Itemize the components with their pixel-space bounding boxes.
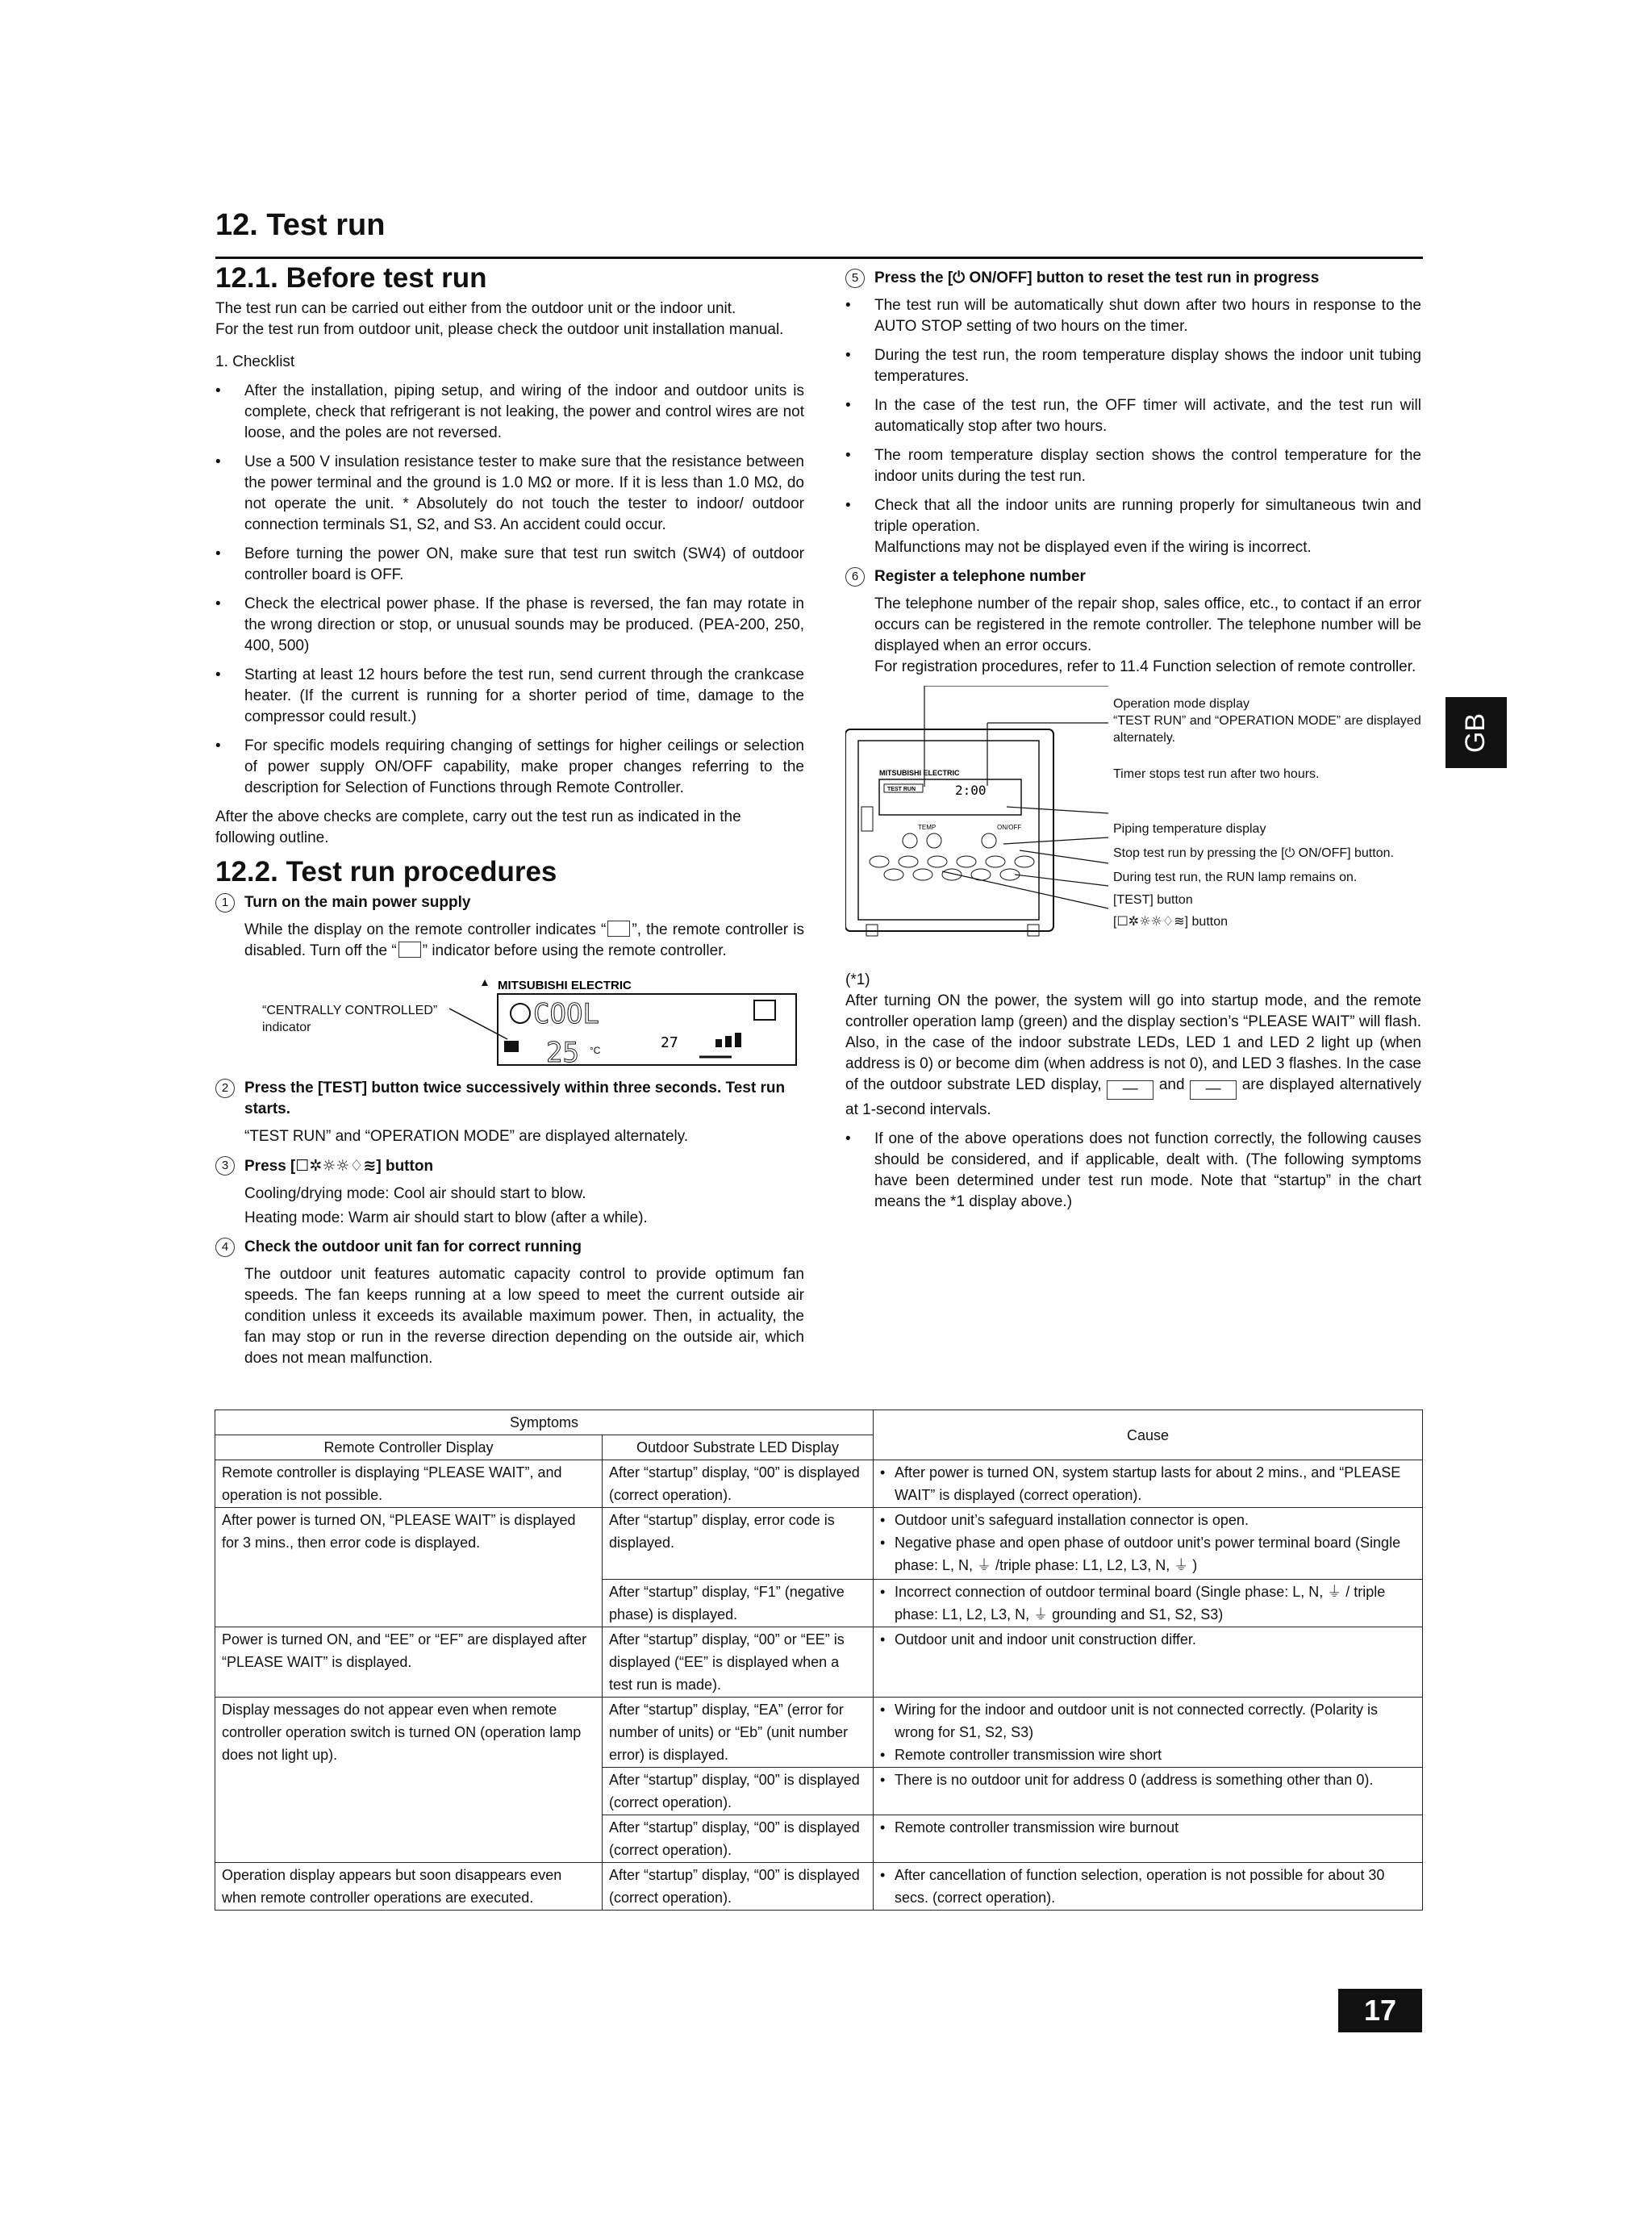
step-6-text: The telephone number of the repair shop, sales office, etc., to contact if an error occurs can be registered in the remote controller. The telephone number will be displayed when an error occurs. xyxy=(874,595,1421,654)
note-section xyxy=(845,970,1421,1221)
step-5-item: • The room temperature display section shows the control temperature for the indoor units during the test run. xyxy=(845,445,1421,487)
remote-onoff-label: ON/OFF xyxy=(997,824,1022,831)
remote-callout-mode-button: [☐✲☼☼♢≋] button xyxy=(1113,913,1229,929)
remote-callout-timer: Timer stops test run after two hours. xyxy=(1113,767,1320,781)
note-text: After turning ON the power, the system will go into startup mode, and the remote controller operation lamp (green) and the display section’s “PLEASE WAIT” will flash. Also, in the case of the indoor substrate LEDs, LED 1 and LED 2 light up (when address is 0) or become dim (when address is not 0), and LED 3 flashes. In the case of the outdoor substrate LED display, — and — are displayed alternatively at 1-second intervals. xyxy=(845,992,1421,1118)
centrally-controlled-callout: “CENTRALLY CONTROLLED” indicator xyxy=(262,1004,438,1034)
step-4-title: 4 Check the outdoor unit fan for correct running xyxy=(215,1237,804,1258)
page-title: 12. Test run xyxy=(215,208,386,242)
note-bullet: • If one of the above operations does not function correctly, the following causes should be considered, and if applicable, dealt with. (The following symptoms have been determined under test run mode. Note that “startup” in the chart means the *1 display above.) xyxy=(845,1129,1421,1213)
table-row: Power is turned ON, and “EE” or “EF” are displayed after “PLEASE WAIT” is displayed. After “startup” display, “00” or “EE” is displayed (“EE” is displayed when a test run is made). • Outdoor unit and indoor unit construction differ. xyxy=(215,1627,1423,1698)
lcd-temp-unit: °C xyxy=(590,1045,601,1056)
table-row: After power is turned ON, “PLEASE WAIT” is displayed for 3 mins., then error code is displayed. After “startup” display, error code is displayed. • Outdoor unit’s safeguard installation connector is open. • Negative phase and open phase of outdoor unit’s power terminal board (Single phase: L, N, ⏚ /triple phase: L1, L2, L3, N, ⏚ ) xyxy=(215,1508,1423,1580)
step-2-text: “TEST RUN” and “OPERATION MODE” are displayed alternately. xyxy=(244,1128,689,1145)
cause-header: Cause xyxy=(874,1410,1423,1460)
led-display-header: Outdoor Substrate LED Display xyxy=(603,1435,874,1460)
lcd-brand: MITSUBISHI ELECTRIC xyxy=(498,979,632,992)
remote-temp-label: TEMP xyxy=(918,824,937,831)
checklist-item: • Starting at least 12 hours before the test run, send current through the crankcase heater. (If the current is running for a shorter period of time, damage to the compressor could result.) xyxy=(215,665,804,728)
remote-display-header: Remote Controller Display xyxy=(215,1435,603,1460)
led-display-box: — xyxy=(1190,1080,1237,1100)
checklist-item: • Check the electrical power phase. If the phase is reversed, the fan may rotate in the wrong direction or stop, or unusual sounds may be produced. (PEA-200, 250, 400, 500) xyxy=(215,594,804,657)
table-row: After “startup” display, “F1” (negative phase) is displayed. • Incorrect connection of outdoor terminal board (Single phase: L, N, ⏚ / triple phase: L1, L2, L3, N, ⏚ grounding and S1, S2, S3) xyxy=(215,1580,1423,1627)
step-5-item: • During the test run, the room temperature display shows the indoor unit tubing temperatures. xyxy=(845,345,1421,387)
mode-icons: ☐✲☼☼♢≋ xyxy=(1116,913,1185,929)
step-1-text: While the display on the remote controller indicates “ ”, the remote controller is disabled. Turn off the “ ” indicator before using the remote controller. xyxy=(244,921,804,959)
note-label: (*1) xyxy=(845,971,870,988)
left-column xyxy=(215,262,804,1377)
checklist-item: • Use a 500 V insulation resistance tester to make sure that the resistance between the power terminal and the ground is 1.0 MΩ or more. If it is less than 1.0 MΩ, do not operate the unit. * Absolutely do not touch the tester to indoor/ outdoor connection terminals S1, S2, and S3. An accident could occur. xyxy=(215,452,804,536)
centrally-controlled-icon xyxy=(504,1041,519,1052)
temp-down-button[interactable] xyxy=(903,833,917,848)
temp-up-button[interactable] xyxy=(927,833,941,848)
power-icon: ⏻ xyxy=(953,269,970,286)
intro-line-1: The test run can be carried out either from the outdoor unit or the indoor unit. xyxy=(215,300,736,317)
centrally-controlled-icon xyxy=(398,942,421,958)
table-row: Display messages do not appear even when remote controller operation switch is turned ON (operation lamp does not light up). After “startup” display, “EA” (error for number of units) or “Eb” (unit number error) is displayed. • Wiring for the indoor and outdoor unit is not connected correctly. (Polarity is wrong for S1, S2, S3) • Remote controller transmission wire short xyxy=(215,1698,1423,1768)
lcd-figure xyxy=(215,973,804,1070)
page-number: 17 xyxy=(1338,1989,1422,2032)
lcd-mode: COOL xyxy=(533,998,599,1030)
step-5-note: Malfunctions may not be displayed even if the wiring is incorrect. xyxy=(874,539,1312,556)
step-5-title: 5 Press the [⏻ ON/OFF] button to reset the test run in progress xyxy=(845,268,1421,289)
step-4-text: The outdoor unit features automatic capacity control to provide optimum fan speeds. The fan keeps running at a low speed to meet the current outside air condition unless it exceeds its available maximum power. Then, in actuality, the fan may stop or run in the reverse direction depending on the outside air, which does not mean malfunction. xyxy=(244,1266,804,1367)
lcd-temp: 25 xyxy=(546,1037,579,1069)
led-display-box: — xyxy=(1107,1080,1153,1100)
step-5-item: • In the case of the test run, the OFF timer will activate, and the test run will automatically stop after two hours. xyxy=(845,395,1421,437)
remote-callout-stop: Stop test run by pressing the [⏻ ON/OFF] button. xyxy=(1113,846,1394,860)
step-1-title: 1 Turn on the main power supply xyxy=(215,892,804,913)
onoff-button[interactable] xyxy=(982,833,996,848)
table-row: After “startup” display, “00” is displayed (correct operation). • Remote controller transmission wire burnout xyxy=(215,1815,1423,1863)
remote-callout-run-lamp: During test run, the RUN lamp remains on. xyxy=(1113,871,1358,884)
after-checks-text: After the above checks are complete, carry out the test run as indicated in the following outline. xyxy=(215,808,741,846)
lcd-display xyxy=(449,973,804,1070)
checklist-item: • For specific models requiring changing of settings for higher ceilings or selection of power supply ON/OFF capability, make proper changes referring to the description for Selection of Functions through Remote Controller. xyxy=(215,736,804,799)
right-column xyxy=(845,268,1421,686)
lcd-room-temp: 27 xyxy=(661,1034,678,1051)
step-2-title: 2 Press the [TEST] button twice successively within three seconds. Test run starts. xyxy=(215,1078,804,1120)
title-rule xyxy=(215,257,1423,259)
step-3-line: Heating mode: Warm air should start to blow (after a while). xyxy=(244,1209,648,1226)
symptoms-table xyxy=(215,1410,1423,1911)
language-tab: GB xyxy=(1446,697,1507,768)
remote-callout-test: [TEST] button xyxy=(1113,893,1193,907)
remote-callout-mode: Operation mode display xyxy=(1113,697,1249,711)
step-6-title: 6 Register a telephone number xyxy=(845,566,1421,587)
section-heading-before: 12.1. Before test run xyxy=(215,262,487,294)
remote-brand: MITSUBISHI ELECTRIC xyxy=(879,769,960,777)
step-5-item: • The test run will be automatically shut down after two hours in response to the AUTO STOP setting of two hours on the timer. xyxy=(845,295,1421,337)
centrally-controlled-icon xyxy=(607,921,630,937)
step-3-title: 3 Press [☐✲☼☼♢≋] button xyxy=(215,1155,804,1177)
checklist-label: 1. Checklist xyxy=(215,353,295,370)
remote-test-run: TEST RUN xyxy=(887,787,916,792)
symptoms-header: Symptoms xyxy=(215,1410,874,1435)
section-heading-procedures: 12.2. Test run procedures xyxy=(215,856,557,887)
mode-icons: ☐✲☼☼♢≋ xyxy=(295,1157,377,1175)
intro-line-2: For the test run from outdoor unit, please check the outdoor unit installation manual. xyxy=(215,321,784,338)
checklist-item: • After the installation, piping setup, and wiring of the indoor and outdoor units is complete, check that refrigerant is not leaking, the power and control wires are not loose, and the poles are not reversed. xyxy=(215,381,804,444)
step-5-item: • Check that all the indoor units are running properly for simultaneous twin and triple operation. xyxy=(845,495,1421,537)
remote-timer: 2:00 xyxy=(955,783,987,798)
table-row: Operation display appears but soon disappears even when remote controller operations are executed. After “startup” display, “00” is displayed (correct operation). • After cancellation of function selection, operation is not possible for about 30 secs. (correct operation). xyxy=(215,1863,1423,1911)
step-3-line: Cooling/drying mode: Cool air should start to blow. xyxy=(244,1185,586,1202)
table-row: Remote controller is displaying “PLEASE WAIT”, and operation is not possible. After “startup” display, “00” is displayed (correct operation). • After power is turned ON, system startup lasts for about 2 mins., and “PLEASE WAIT” is displayed (correct operation). xyxy=(215,1460,1423,1508)
remote-callout-piping: Piping temperature display xyxy=(1113,822,1266,836)
checklist-item: • Before turning the power ON, make sure that test run switch (SW4) of outdoor controller board is OFF. xyxy=(215,544,804,586)
table-row: After “startup” display, “00” is displayed (correct operation). • There is no outdoor unit for address 0 (address is something other than 0). xyxy=(215,1768,1423,1815)
remote-callout-mode-detail: “TEST RUN” and “OPERATION MODE” are displayed alternately. xyxy=(1113,714,1421,745)
step-6-text-2: For registration procedures, refer to 11.4 Function selection of remote controller. xyxy=(874,658,1416,675)
